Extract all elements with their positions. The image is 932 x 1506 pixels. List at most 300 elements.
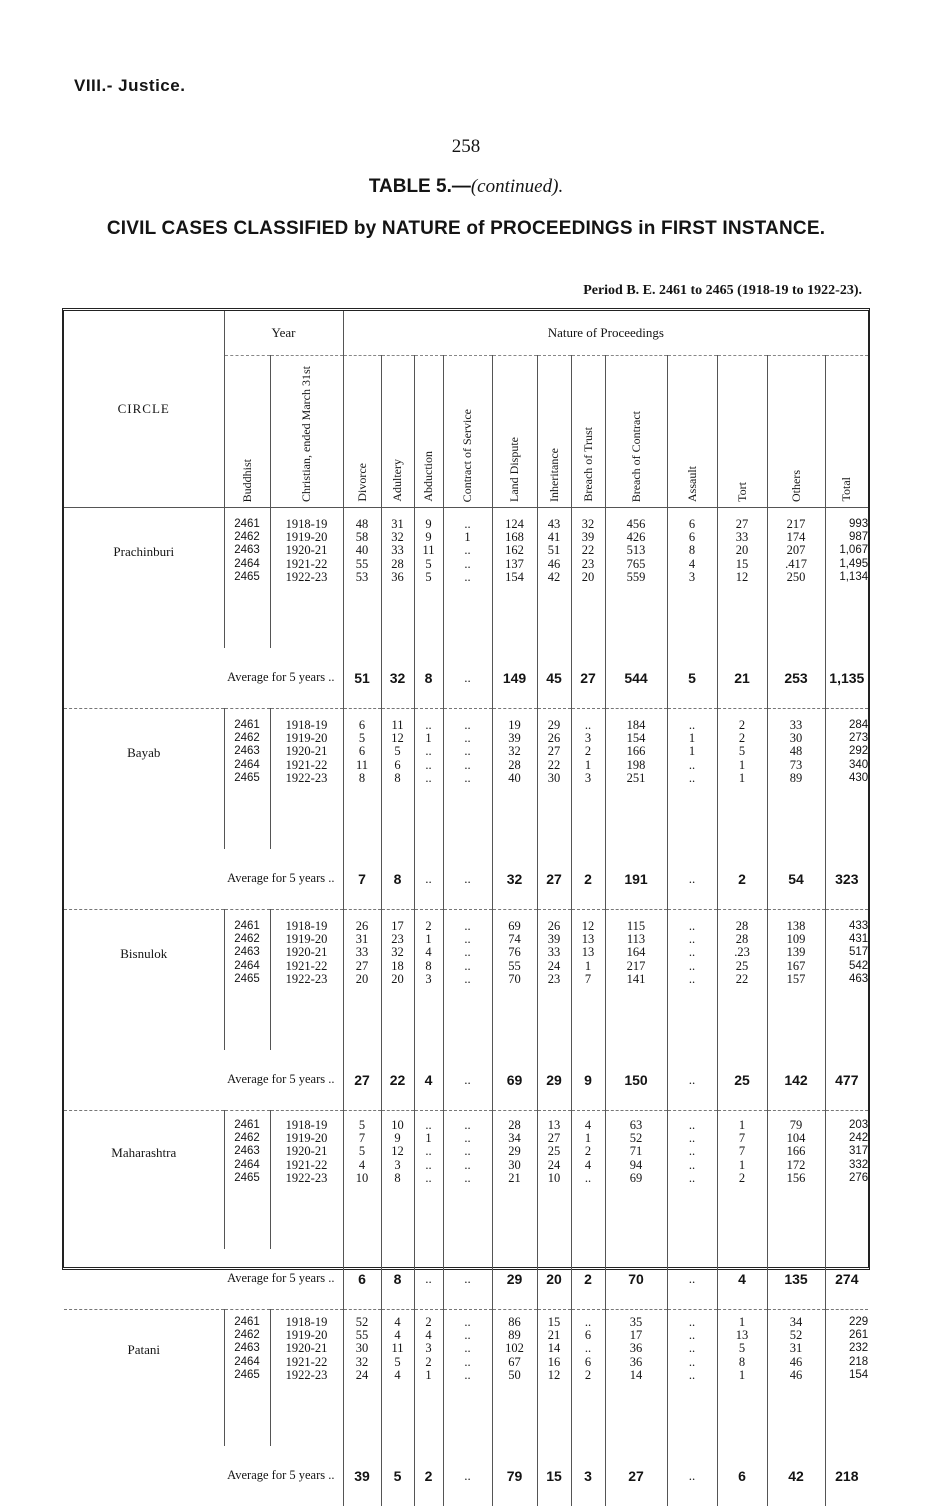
average-label: Average for 5 years .. xyxy=(64,1050,343,1111)
tort-value: 5 xyxy=(738,744,746,759)
breach-contract-value: 765 xyxy=(626,556,646,571)
tort-value: 1 xyxy=(738,1314,746,1329)
buddhist-year: 2463 xyxy=(234,544,260,557)
breach-contract-value: 115 xyxy=(626,918,646,933)
average-value: 477 xyxy=(825,1050,868,1111)
others-value: 79 xyxy=(789,1117,803,1132)
total-value: 261 xyxy=(848,1329,869,1342)
average-value: 27 xyxy=(343,1050,381,1111)
inheritance-value-cell xyxy=(537,507,571,648)
divorce-value: 53 xyxy=(355,569,369,584)
buddhist-year: 2463 xyxy=(234,1145,260,1158)
circle-name: Bayab xyxy=(127,744,161,760)
adultery-value-cell xyxy=(381,909,414,1050)
circle-name: Maharashtra xyxy=(111,1144,177,1160)
adultery-value: 11 xyxy=(391,717,404,732)
others-value: 250 xyxy=(786,569,806,584)
average-value: 69 xyxy=(492,1050,537,1111)
average-value: 5 xyxy=(667,648,717,709)
average-value: 45 xyxy=(537,648,571,709)
abduction-value: 1 xyxy=(425,1367,432,1382)
total-value: 1,134 xyxy=(839,570,869,583)
total-value: 993 xyxy=(848,517,869,530)
divorce-value: 52 xyxy=(355,1314,369,1329)
table-title xyxy=(0,176,932,198)
breach-contract-value: 36 xyxy=(629,1341,643,1356)
buddhist-header-text: Buddhist xyxy=(239,458,254,502)
contract-service-value: .. xyxy=(464,1328,471,1343)
divorce-value: 24 xyxy=(355,1367,369,1382)
others-value: 166 xyxy=(786,1144,806,1159)
land-dispute-value: 154 xyxy=(505,569,524,584)
assault-value: .. xyxy=(688,1157,696,1172)
breach-contract-header xyxy=(605,356,667,508)
breach-contract-value: 513 xyxy=(626,543,646,558)
average-value: .. xyxy=(443,1249,492,1310)
circle-year-rows xyxy=(64,1110,868,1249)
abduction-value: .. xyxy=(425,717,432,732)
land-dispute-value: 40 xyxy=(508,770,521,785)
divorce-value: 40 xyxy=(355,543,369,558)
land-dispute-value: 67 xyxy=(508,1354,521,1369)
assault-value: 1 xyxy=(688,731,696,746)
assault-value: .. xyxy=(688,971,696,986)
abduction-value-cell xyxy=(414,507,443,648)
inheritance-value: 23 xyxy=(547,971,561,986)
abduction-value: 11 xyxy=(422,543,435,558)
breach-trust-value: 13 xyxy=(581,932,595,947)
inheritance-value: 24 xyxy=(547,1157,561,1172)
contract-service-value: .. xyxy=(464,543,471,558)
assault-value: 4 xyxy=(688,556,696,571)
buddhist-header xyxy=(224,356,270,508)
christian-year: 1919-20 xyxy=(285,1131,328,1146)
breach-trust-value: 23 xyxy=(581,556,595,571)
land-dispute-value: 86 xyxy=(508,1314,521,1329)
tort-value: 7 xyxy=(738,1131,746,1146)
circle-name: Patani xyxy=(127,1341,160,1357)
abduction-value: 8 xyxy=(425,958,432,973)
inheritance-value: 13 xyxy=(547,1117,561,1132)
divorce-value: 58 xyxy=(355,530,369,545)
breach-contract-value: 141 xyxy=(626,971,646,986)
contract-service-value: .. xyxy=(464,717,471,732)
tort-value: 1 xyxy=(738,770,746,785)
abduction-value: 3 xyxy=(425,1341,432,1356)
others-value: 174 xyxy=(786,530,806,545)
average-value: 51 xyxy=(343,648,381,709)
christian-year: 1918-19 xyxy=(285,918,328,933)
contract-service-value: 1 xyxy=(464,530,471,545)
inheritance-value: 46 xyxy=(547,556,561,571)
average-value: 6 xyxy=(717,1446,767,1506)
contract-service-header xyxy=(443,356,492,508)
average-value: 135 xyxy=(767,1249,825,1310)
christian-year: 1920-21 xyxy=(285,1341,328,1356)
breach-contract-value: 166 xyxy=(626,744,646,759)
divorce-value: 6 xyxy=(358,717,366,732)
contract-service-value: .. xyxy=(464,1157,471,1172)
others-value: 156 xyxy=(786,1170,806,1185)
inheritance-value-cell xyxy=(537,909,571,1050)
average-value: 15 xyxy=(537,1446,571,1506)
buddhist-year: 2462 xyxy=(234,1329,260,1342)
circle-name: Bisnulok xyxy=(120,945,168,961)
others-value: 109 xyxy=(786,932,806,947)
tort-value: 2 xyxy=(738,731,746,746)
assault-value: .. xyxy=(688,1354,696,1369)
adultery-value: 33 xyxy=(391,543,404,558)
total-value: 229 xyxy=(848,1315,869,1328)
breach-contract-value: 154 xyxy=(626,731,646,746)
others-value: 157 xyxy=(786,971,806,986)
buddhist-year: 2463 xyxy=(234,946,260,959)
adultery-value: 4 xyxy=(394,1367,401,1382)
total-value: 542 xyxy=(848,959,869,972)
inheritance-value: 12 xyxy=(547,1367,561,1382)
breach-contract-value: 559 xyxy=(626,569,646,584)
divorce-value: 48 xyxy=(355,516,369,531)
average-value: 5 xyxy=(381,1446,414,1506)
abduction-value: 1 xyxy=(425,1131,432,1146)
average-value: .. xyxy=(414,849,443,910)
buddhist-year: 2461 xyxy=(234,919,260,932)
breach-contract-value: 69 xyxy=(629,1170,643,1185)
circle-name: Prachinburi xyxy=(113,543,175,559)
breach-contract-value: 456 xyxy=(626,516,646,531)
christian-year: 1921-22 xyxy=(285,757,328,772)
total-value-cell xyxy=(825,1110,868,1249)
christian-year: 1922-23 xyxy=(285,1170,328,1185)
assault-value: 6 xyxy=(688,530,696,545)
total-value: 430 xyxy=(848,771,869,784)
total-value: 276 xyxy=(848,1171,869,1184)
adultery-value-cell xyxy=(381,708,414,849)
assault-value: .. xyxy=(688,1367,696,1382)
buddhist-year: 2464 xyxy=(234,1355,260,1368)
average-value: 70 xyxy=(605,1249,667,1310)
tort-value: 15 xyxy=(735,556,749,571)
average-label: Average for 5 years .. xyxy=(64,849,343,910)
others-value: 34 xyxy=(789,1314,803,1329)
adultery-value: 36 xyxy=(391,569,404,584)
divorce-value: 30 xyxy=(355,1341,369,1356)
breach-contract-value-cell xyxy=(605,507,667,648)
christian-year: 1921-22 xyxy=(285,958,328,973)
christian-year: 1918-19 xyxy=(285,516,328,531)
buddhist-year: 2462 xyxy=(234,531,260,544)
average-value: .. xyxy=(443,648,492,709)
total-value-cell xyxy=(825,708,868,849)
adultery-value: 8 xyxy=(394,1170,401,1185)
breach-trust-value-cell xyxy=(571,1110,605,1249)
land-dispute-value: 19 xyxy=(508,717,521,732)
christian-year: 1918-19 xyxy=(285,717,328,732)
contract-service-value: .. xyxy=(464,1341,471,1356)
assault-value: .. xyxy=(688,770,696,785)
breach-trust-value: 6 xyxy=(584,1354,592,1369)
breach-trust-value: 2 xyxy=(584,744,592,759)
breach-trust-value: 20 xyxy=(581,569,595,584)
christian-year: 1920-21 xyxy=(285,744,328,759)
contract-service-value: .. xyxy=(464,1367,471,1382)
contract-service-value-cell xyxy=(443,1110,492,1249)
average-value: .. xyxy=(443,1446,492,1506)
others-value: 52 xyxy=(789,1328,803,1343)
land-dispute-value-cell xyxy=(492,909,537,1050)
assault-value-cell xyxy=(667,1110,717,1249)
average-value: 149 xyxy=(492,648,537,709)
buddhist-year-cell xyxy=(224,1110,270,1249)
tort-value: 27 xyxy=(735,516,749,531)
adultery-value: 31 xyxy=(391,516,404,531)
tort-header-text: Tort xyxy=(734,482,749,502)
breach-contract-value: 52 xyxy=(629,1131,643,1146)
total-value: 317 xyxy=(848,1145,869,1158)
tort-value-cell xyxy=(717,507,767,648)
tort-value: 1 xyxy=(738,1157,746,1172)
adultery-value: 5 xyxy=(394,744,401,759)
average-value: 8 xyxy=(381,1249,414,1310)
average-value: .. xyxy=(667,1050,717,1111)
adultery-value-cell xyxy=(381,1309,414,1446)
contract-service-header-text: Contract of Service xyxy=(460,408,474,502)
land-dispute-value: 32 xyxy=(508,744,521,759)
divorce-value: 4 xyxy=(358,1157,366,1172)
inheritance-header xyxy=(537,356,571,508)
total-value: 1,067 xyxy=(839,544,869,557)
adultery-value: 12 xyxy=(391,1144,404,1159)
christian-year: 1918-19 xyxy=(285,1314,328,1329)
total-value: 332 xyxy=(848,1158,869,1171)
adultery-value: 23 xyxy=(391,932,404,947)
civil-cases-table xyxy=(64,311,868,1506)
average-value: .. xyxy=(414,1249,443,1310)
christian-year-cell xyxy=(270,507,343,648)
average-value: 27 xyxy=(537,849,571,910)
adultery-value: 32 xyxy=(391,530,404,545)
adultery-value-cell xyxy=(381,507,414,648)
abduction-value: 2 xyxy=(425,1354,432,1369)
divorce-value-cell xyxy=(343,1110,381,1249)
breach-contract-value: 63 xyxy=(629,1117,643,1132)
adultery-value: 17 xyxy=(391,918,404,933)
total-value: 987 xyxy=(848,531,869,544)
buddhist-year-cell xyxy=(224,1309,270,1446)
inheritance-value: 33 xyxy=(547,945,561,960)
assault-value: .. xyxy=(688,945,696,960)
inheritance-value: 24 xyxy=(547,958,561,973)
contract-service-value-cell xyxy=(443,909,492,1050)
breach-contract-value: 426 xyxy=(626,530,646,545)
average-value: 29 xyxy=(537,1050,571,1111)
abduction-value: 3 xyxy=(425,971,432,986)
breach-trust-value: 32 xyxy=(581,516,595,531)
average-value: 323 xyxy=(825,849,868,910)
tort-header xyxy=(717,356,767,508)
land-dispute-value-cell xyxy=(492,1309,537,1446)
adultery-value: 9 xyxy=(394,1131,401,1146)
buddhist-year: 2461 xyxy=(234,1118,260,1131)
divorce-value: 55 xyxy=(355,556,369,571)
breach-trust-value: 4 xyxy=(584,1117,592,1132)
abduction-value: .. xyxy=(425,1157,432,1172)
others-header-text: Others xyxy=(788,469,803,502)
divorce-value: 32 xyxy=(355,1354,369,1369)
tort-value: 28 xyxy=(735,932,749,947)
average-value: .. xyxy=(667,1249,717,1310)
average-label: Average for 5 years .. xyxy=(64,648,343,709)
contract-service-value: .. xyxy=(464,945,471,960)
others-value: 30 xyxy=(789,731,803,746)
inheritance-value: 39 xyxy=(547,932,561,947)
breach-contract-value: 198 xyxy=(626,757,646,772)
assault-value: .. xyxy=(688,1170,696,1185)
breach-trust-value-cell xyxy=(571,507,605,648)
breach-contract-value: 36 xyxy=(629,1354,643,1369)
christian-year: 1922-23 xyxy=(285,971,328,986)
tort-value-cell xyxy=(717,909,767,1050)
average-value: 142 xyxy=(767,1050,825,1111)
abduction-value: 5 xyxy=(425,569,432,584)
abduction-header xyxy=(414,356,443,508)
year-group-header: Year xyxy=(224,311,343,356)
average-value: 29 xyxy=(492,1249,537,1310)
assault-value: .. xyxy=(688,1328,696,1343)
others-value: 31 xyxy=(789,1341,803,1356)
assault-value: 6 xyxy=(688,516,696,531)
christian-year: 1922-23 xyxy=(285,1367,328,1382)
land-dispute-value: 69 xyxy=(508,918,521,933)
breach-contract-value: 217 xyxy=(626,958,646,973)
inheritance-header-text: Inheritance xyxy=(546,448,561,502)
christian-year-cell xyxy=(270,708,343,849)
breach-trust-value: 7 xyxy=(584,971,592,986)
inheritance-value: 22 xyxy=(547,757,561,772)
divorce-value: 55 xyxy=(355,1328,369,1343)
average-value: 191 xyxy=(605,849,667,910)
divorce-value-cell xyxy=(343,507,381,648)
buddhist-year: 2465 xyxy=(234,972,260,985)
adultery-value: 32 xyxy=(391,945,404,960)
divorce-value: 6 xyxy=(358,744,366,759)
christian-year-cell xyxy=(270,1309,343,1446)
christian-year: 1922-23 xyxy=(285,770,328,785)
inheritance-value: 10 xyxy=(547,1170,561,1185)
assault-value: .. xyxy=(688,1341,696,1356)
total-value: 292 xyxy=(848,745,869,758)
divorce-value: 26 xyxy=(355,918,369,933)
contract-service-value: .. xyxy=(464,1131,471,1146)
land-dispute-value: 21 xyxy=(508,1170,521,1185)
contract-service-value-cell xyxy=(443,507,492,648)
assault-value: .. xyxy=(688,757,696,772)
inheritance-value-cell xyxy=(537,1110,571,1249)
others-value-cell xyxy=(767,909,825,1050)
land-dispute-value: 74 xyxy=(508,932,521,947)
assault-value: .. xyxy=(688,1144,696,1159)
breach-trust-value: 1 xyxy=(584,958,592,973)
buddhist-year: 2464 xyxy=(234,758,260,771)
inheritance-value: 51 xyxy=(547,543,561,558)
average-value: 2 xyxy=(571,1249,605,1310)
abduction-value: 2 xyxy=(425,1314,432,1329)
inheritance-value: 21 xyxy=(547,1328,561,1343)
abduction-value: .. xyxy=(425,757,432,772)
total-value: 154 xyxy=(848,1368,869,1381)
land-dispute-value: 29 xyxy=(508,1144,521,1159)
breach-contract-value: 251 xyxy=(626,770,646,785)
abduction-value: .. xyxy=(425,1117,432,1132)
breach-contract-value-cell xyxy=(605,1309,667,1446)
buddhist-year: 2465 xyxy=(234,570,260,583)
contract-service-value: .. xyxy=(464,770,471,785)
adultery-value: 4 xyxy=(394,1314,401,1329)
others-value: 217 xyxy=(786,516,806,531)
tort-value-cell xyxy=(717,1309,767,1446)
christian-year: 1921-22 xyxy=(285,1157,328,1172)
table-heading: CIVIL CASES CLASSIFIED by NATURE of PROCEEDINGS in FIRST INSTANCE. xyxy=(106,218,826,239)
others-value: 207 xyxy=(786,543,806,558)
total-value: 463 xyxy=(848,972,869,985)
breach-trust-value: 1 xyxy=(584,1131,592,1146)
buddhist-year: 2463 xyxy=(234,745,260,758)
tort-value: 7 xyxy=(738,1144,746,1159)
divorce-value-cell xyxy=(343,708,381,849)
average-value: .. xyxy=(443,849,492,910)
circle-year-rows xyxy=(64,507,868,648)
abduction-value-cell xyxy=(414,909,443,1050)
contract-service-value-cell xyxy=(443,1309,492,1446)
abduction-value: .. xyxy=(425,1144,432,1159)
adultery-value: 4 xyxy=(394,1328,401,1343)
buddhist-year-cell xyxy=(224,507,270,648)
abduction-value: .. xyxy=(425,744,432,759)
others-value: 33 xyxy=(789,717,803,732)
contract-service-value: .. xyxy=(464,757,471,772)
adultery-header xyxy=(381,356,414,508)
others-value: 104 xyxy=(786,1131,806,1146)
nature-group-header: Nature of Proceedings xyxy=(343,311,868,356)
assault-value-cell xyxy=(667,507,717,648)
total-value: 340 xyxy=(848,758,869,771)
tort-value: 1 xyxy=(738,1367,746,1382)
assault-header xyxy=(667,356,717,508)
divorce-header xyxy=(343,356,381,508)
breach-contract-value: 35 xyxy=(629,1314,643,1329)
tort-value: 2 xyxy=(738,1170,746,1185)
average-label: Average for 5 years .. xyxy=(227,1468,335,1483)
christian-year-cell xyxy=(270,1110,343,1249)
contract-service-value: .. xyxy=(464,1170,471,1185)
inheritance-value: 25 xyxy=(547,1144,561,1159)
contract-service-value: .. xyxy=(464,731,471,746)
christian-year: 1919-20 xyxy=(285,530,328,545)
average-value: 544 xyxy=(605,648,667,709)
breach-contract-value: 71 xyxy=(629,1144,643,1159)
christian-year: 1920-21 xyxy=(285,543,328,558)
breach-contract-value-cell xyxy=(605,909,667,1050)
total-value: 1,495 xyxy=(839,557,869,570)
adultery-value: 8 xyxy=(394,770,401,785)
abduction-header-text: Abduction xyxy=(421,451,435,502)
total-header-text: Total xyxy=(839,477,854,502)
total-value-cell xyxy=(825,1309,868,1446)
contract-service-value: .. xyxy=(464,569,471,584)
tort-value: 20 xyxy=(735,543,749,558)
divorce-value: 31 xyxy=(355,932,369,947)
adultery-value: 28 xyxy=(391,556,404,571)
